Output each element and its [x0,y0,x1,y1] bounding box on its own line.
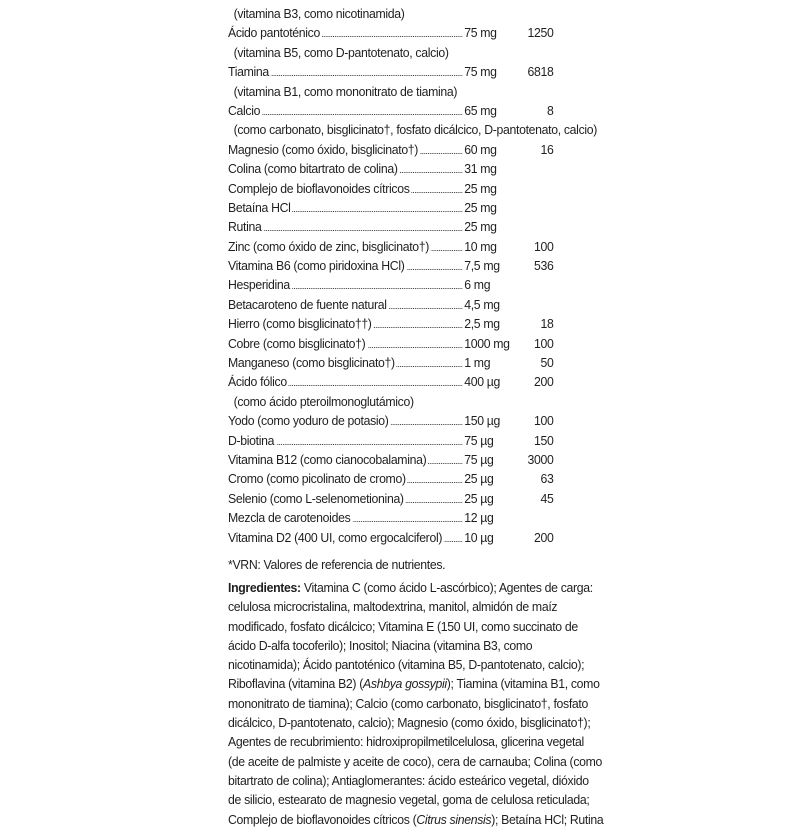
nutrient-name: Complejo de bioflavonoides cítricos [228,179,411,198]
nutrient-name: Yodo (como yoduro de potasio) [228,411,390,430]
nutrient-row [228,469,554,488]
nutrient-row [228,275,554,294]
nutrient-vrn: 1250 [527,25,554,41]
nutrient-amount: 1000 mg [462,334,509,353]
nutrient-amount: 1 mg [462,353,490,372]
nutrient-vrn: 536 [534,258,554,274]
nutrient-vrn: 200 [534,529,554,545]
nutrient-amount: 75 mg [462,62,496,81]
nutrient-row [228,217,554,236]
ingredients-line [228,636,554,655]
nutrient-row [228,528,554,547]
nutrient-vrn: 63 [540,471,554,487]
nutrient-vrn: 16 [540,141,554,157]
nutrient-row [228,314,554,333]
nutrient-row [228,431,554,450]
nutrient-name: Cromo (como picolinato de cromo) [228,469,408,488]
nutrient-row [228,23,554,42]
nutrient-name: Colina (como bitartrato de colina) [228,159,399,178]
nutrient-amount: 75 µg [462,431,493,450]
nutrient-vrn: 150 [534,432,554,448]
nutrient-amount: 65 mg [462,101,496,120]
ingredients-segment: ácido D-alfa tocoferilo); Inositol; Niacina (vitamina B3, como [228,637,533,653]
nutrient-amount: 25 µg [462,489,493,508]
ingredients-segment: Agentes de recubrimiento: hidroxipropilmetilcelulosa, glicerina vegetal [228,734,584,750]
nutrient-row [228,489,554,508]
nutrient-row [228,62,554,81]
nutrient-vrn: 200 [534,374,554,390]
ingredients-segment: modificado, fosfato dicálcico; Vitamina E (150 UI, como succinato de [228,618,578,634]
nutrient-source-note: (vitamina B5, como D-pantotenato, calcio) [233,44,449,60]
nutrient-name: Mezcla de carotenoides [228,508,352,527]
nutrient-amount: 31 mg [462,159,496,178]
nutrient-vrn: 3000 [527,451,554,467]
nutrient-row [228,159,554,178]
nutrient-name: Selenio (como L-selenometionina) [228,489,406,508]
nutrient-row [228,295,554,314]
nutrient-amount: 2,5 mg [462,314,499,333]
nutrient-amount: 25 mg [462,179,496,198]
species-name: Ashbya gossypii [363,676,447,692]
ingredients-heading: Ingredientes: [228,579,301,595]
nutrient-vrn: 18 [540,316,554,332]
nutrient-row [228,450,554,469]
ingredients-segment: de silicio, estearato de magnesio vegetal, goma de celulosa reticulada; [228,792,590,808]
ingredients-segment: ); Betaína HCl; Rutina [491,811,604,827]
species-name: Citrus sinensis [416,811,492,827]
dot-leader [232,114,463,115]
nutrient-source-note: (como carbonato, bisglicinato†, fosfato dicálcico, D-pantotenato, calcio) [233,122,598,138]
nutrient-amount: 400 µg [462,372,500,391]
nutrient-source-note: (como ácido pteroilmonoglutámico) [233,393,414,409]
ingredients-segment: mononitrato de tiamina); Calcio (como carbonato, bisglicinato†, fosfato [228,695,589,711]
nutrient-name: Hesperidina [228,275,292,294]
nutrient-name: Magnesio (como óxido, bisglicinato†) [228,140,420,159]
nutrient-amount: 10 µg [462,528,493,547]
nutrient-vrn: 6818 [527,64,554,80]
ingredients-line [228,771,589,790]
nutrient-amount: 4,5 mg [462,295,499,314]
ingredients-segment: nicotinamida); Ácido pantoténico (vitamina B5, D-pantotenato, calcio); [228,657,585,673]
nutrient-vrn: 100 [534,335,554,351]
vrn-footnote: *VRN: Valores de referencia de nutrientes. [228,556,446,572]
nutrient-amount: 150 µg [462,411,500,430]
ingredients-segment: Vitamina C (como ácido L-ascórbico); Agentes de carga: [300,579,593,595]
ingredients-section [228,578,604,829]
nutrient-amount: 25 mg [462,198,496,217]
nutrient-row [228,334,554,353]
nutrient-table [228,4,598,547]
ingredients-line [228,597,558,616]
nutrient-name: Zinc (como óxido de zinc, bisglicinato†) [228,237,431,256]
ingredients-text [228,578,604,829]
nutrient-row [228,508,554,527]
ingredients-segment: Riboflavina (vitamina B2) ( [228,676,364,692]
nutrient-row [228,256,554,275]
ingredients-line [228,713,591,732]
nutrient-name: Tiamina [228,62,271,81]
nutrient-row [228,101,554,120]
nutrition-facts-panel [228,4,604,829]
nutrient-amount: 10 mg [462,237,496,256]
nutrient-name: Cobre (como bisglicinato†) [228,334,367,353]
ingredients-line [228,752,603,771]
nutrient-row [228,411,554,430]
nutrient-amount: 25 mg [462,217,496,236]
nutrient-name: Rutina [228,217,263,236]
dot-leader [232,230,463,231]
nutrient-vrn: 50 [540,355,554,371]
ingredients-line [228,694,589,713]
ingredients-line [228,655,585,674]
ingredients-segment: dicálcico, D-pantotenato, calcio); Magnesio (como óxido, bisglicinato†); [228,715,591,731]
ingredients-segment: bitartrato de colina); Antiaglomerantes: ácido esteárico vegetal, dióxido [228,772,589,788]
nutrient-row [228,353,554,372]
nutrient-amount: 60 mg [462,140,496,159]
nutrient-vrn: 8 [547,102,554,118]
nutrient-row [228,372,554,391]
ingredients-line [228,732,584,751]
ingredients-segment: celulosa microcristalina, maltodextrina, manitol, almidón de maíz [228,599,558,615]
ingredients-segment: ); Tiamina (vitamina B1, como [446,676,600,692]
ingredients-line [228,674,600,693]
nutrient-source-note: (vitamina B1, como mononitrato de tiamina) [233,83,458,99]
nutrient-amount: 7,5 mg [462,256,499,275]
nutrient-amount: 75 mg [462,23,496,42]
nutrient-name: Betaína HCl [228,198,292,217]
nutrient-row [228,237,554,256]
nutrient-name: Vitamina B6 (como piridoxina HCl) [228,256,406,275]
nutrient-row [228,198,554,217]
nutrient-vrn: 100 [534,238,554,254]
ingredients-segment: Complejo de bioflavonoides cítricos ( [228,811,417,827]
nutrient-row [228,179,554,198]
ingredients-line [228,810,604,829]
nutrient-name: Ácido fólico [228,372,289,391]
nutrient-vrn: 45 [540,490,554,506]
nutrient-name: Ácido pantoténico [228,23,322,42]
nutrient-amount: 75 µg [462,450,493,469]
ingredients-segment: (de aceite de palmiste y aceite de coco), cera de carnauba; Colina (como [228,753,603,769]
nutrient-name: Manganeso (como bisglicinato†) [228,353,397,372]
nutrient-name: Hierro (como bisglicinato††) [228,314,373,333]
nutrient-vrn: 100 [534,413,554,429]
nutrient-amount: 6 mg [462,275,490,294]
ingredients-line [228,617,578,636]
nutrient-name: Calcio [228,101,262,120]
nutrient-amount: 12 µg [462,508,493,527]
nutrient-source-note: (vitamina B3, como nicotinamida) [233,6,405,21]
nutrient-amount: 25 µg [462,469,493,488]
nutrient-name: D-biotina [228,431,276,450]
nutrient-name: Betacaroteno de fuente natural [228,295,389,314]
nutrient-name: Vitamina D2 (400 UI, como ergocalciferol) [228,528,444,547]
nutrient-name: Vitamina B12 (como cianocobalamina) [228,450,428,469]
ingredients-line [228,578,593,597]
nutrient-row [228,140,554,159]
